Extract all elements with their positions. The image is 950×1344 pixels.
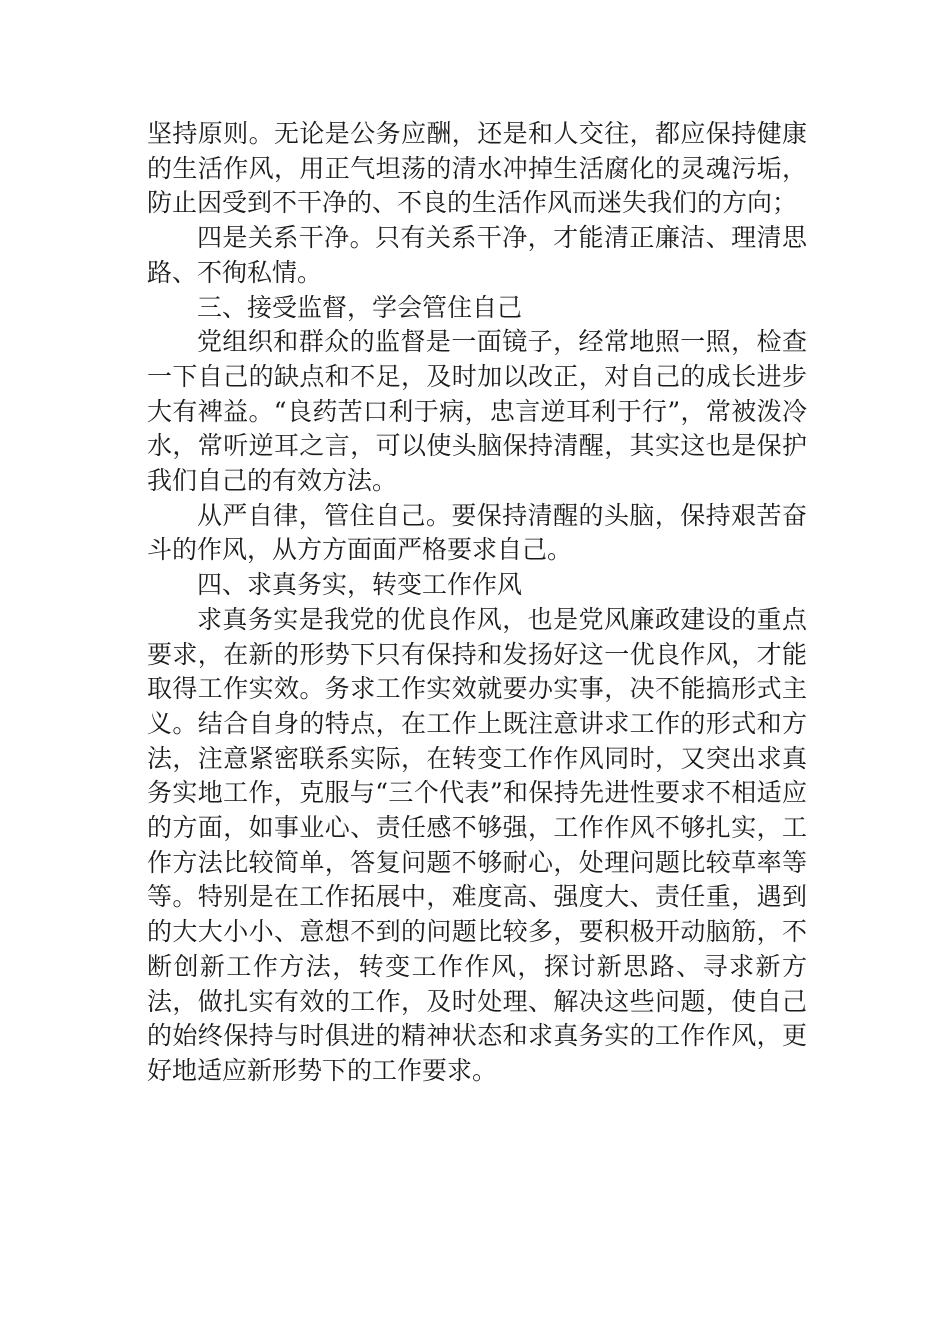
paragraph-self-discipline: 从严自律，管住自己。要保持清醒的头脑，保持艰苦奋斗的作风，从方方面面严格要求自己。: [147, 500, 807, 565]
paragraph-relations-clean: 四是关系干净。只有关系干净，才能清正廉洁、理清思路、不徇私情。: [147, 223, 807, 287]
section-heading-3: 三、接受监督，学会管住自己: [197, 292, 523, 322]
paragraph-continuation: 坚持原则。无论是公务应酬，还是和人交往，都应保持健康的生活作风，用正气坦荡的清水冲掉生活腐化的灵魂污垢，防止因受到不干净的、不良的生活作风而迷失我们的方向；: [147, 119, 807, 218]
document-body: [147, 117, 807, 1089]
section-heading-4: 四、求真务实，转变工作作风: [197, 570, 523, 600]
paragraph-supervision: 党组织和群众的监督是一面镜子，经常地照一照，检查一下自己的缺点和不足，及时加以改正，对自己的成长进步大有裨益。“良药苦口利于病，忠言逆耳利于行”，常被泼冷水，常听逆耳之言，可以使头脑保持清醒，其实这也是保护我们自己的有效方法。: [147, 327, 807, 496]
paragraph-pragmatic: 求真务实是我党的优良作风，也是党风廉政建设的重点要求，在新的形势下只有保持和发扬好这一优良作风，才能取得工作实效。务求工作实效就要办实事，决不能搞形式主义。结合自身的特点，在工作上既注意讲求工作的形式和方法，注意紧密联系实际，在转变工作作风同时，又突出求真务实地工作，克服与“三个代表”和保持先进性要求不相适应的方面，如事业心、责任感不够强，工作作风不够扎实，工作方法比较简单，答复问题不够耐心，处理问题比较草率等等。特别是在工作拓展中，难度高、强度大、责任重，遇到的大大小小、意想不到的问题比较多，要积极开动脑筋，不断创新工作方法，转变工作作风，探讨新思路、寻求新方法，做扎实有效的工作，及时处理、解决这些问题，使自己的始终保持与时俱进的精神状态和求真务实的工作作风，更好地适应新形势下的工作要求。: [147, 604, 807, 1085]
